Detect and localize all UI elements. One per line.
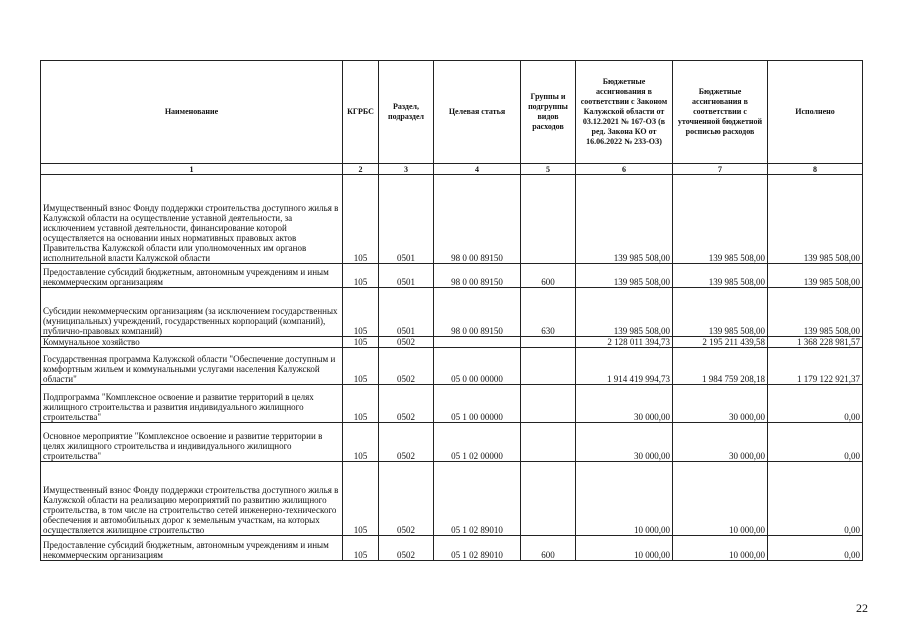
cell-name: Коммунальное хозяйство <box>41 337 343 348</box>
cell-target: 98 0 00 89150 <box>434 288 521 337</box>
page-number: 22 <box>856 601 868 615</box>
cell-target: 05 1 02 89010 <box>434 536 521 561</box>
col-number: 4 <box>434 164 521 175</box>
table-row <box>41 288 863 337</box>
cell-executed: 0,00 <box>768 385 863 423</box>
cell-section: 0502 <box>379 337 434 348</box>
col-number: 1 <box>41 164 343 175</box>
cell-name: Основное мероприятие "Комплексное освоение и развитие территории в целях жилищного строительства и индивидуального жилищного строительства" <box>41 423 343 462</box>
cell-target: 98 0 00 89150 <box>434 264 521 288</box>
cell-section: 0502 <box>379 423 434 462</box>
col-number: 5 <box>521 164 576 175</box>
table-row <box>41 348 863 385</box>
cell-section: 0502 <box>379 385 434 423</box>
cell-kgrbs: 105 <box>343 462 379 536</box>
cell-target: 98 0 00 89150 <box>434 175 521 264</box>
cell-group: 630 <box>521 288 576 337</box>
cell-executed: 139 985 508,00 <box>768 288 863 337</box>
cell-target <box>434 337 521 348</box>
cell-kgrbs: 105 <box>343 288 379 337</box>
cell-section: 0502 <box>379 536 434 561</box>
col-header-executed: Исполнено <box>768 61 863 164</box>
column-number-row <box>41 164 863 175</box>
table-row <box>41 337 863 348</box>
cell-law: 2 128 011 394,73 <box>576 337 673 348</box>
cell-kgrbs: 105 <box>343 385 379 423</box>
cell-kgrbs: 105 <box>343 175 379 264</box>
cell-group <box>521 385 576 423</box>
cell-refined: 30 000,00 <box>673 423 768 462</box>
table-row <box>41 264 863 288</box>
cell-law: 1 914 419 994,73 <box>576 348 673 385</box>
cell-kgrbs: 105 <box>343 337 379 348</box>
table-row <box>41 536 863 561</box>
cell-kgrbs: 105 <box>343 348 379 385</box>
table-body <box>41 175 863 561</box>
cell-law: 139 985 508,00 <box>576 264 673 288</box>
cell-name: Предоставление субсидий бюджетным, автономным учреждениям и иным некоммерческим организациям <box>41 264 343 288</box>
cell-refined: 30 000,00 <box>673 385 768 423</box>
cell-refined: 139 985 508,00 <box>673 264 768 288</box>
col-header-refined: Бюджетные ассигнования в соответствии с уточненной бюджетной росписью расходов <box>673 61 768 164</box>
table-row <box>41 423 863 462</box>
cell-refined: 139 985 508,00 <box>673 175 768 264</box>
cell-group <box>521 175 576 264</box>
col-header-law: Бюджетные ассигнования в соответствии с Законом Калужской области от 03.12.2021 № 167-ОЗ (в ред. Закона КО от 16.06.2022 № 233-ОЗ) <box>576 61 673 164</box>
col-number: 2 <box>343 164 379 175</box>
cell-refined: 10 000,00 <box>673 536 768 561</box>
cell-law: 139 985 508,00 <box>576 288 673 337</box>
cell-executed: 0,00 <box>768 423 863 462</box>
col-header-group: Группы и подгруппы видов расходов <box>521 61 576 164</box>
cell-law: 139 985 508,00 <box>576 175 673 264</box>
cell-name: Субсидии некоммерческим организациям (за исключением государственных (муниципальных) учреждений, государственных корпораций (компаний), публично-правовых компаний) <box>41 288 343 337</box>
table-row <box>41 175 863 264</box>
cell-executed: 0,00 <box>768 462 863 536</box>
header-row <box>41 61 863 164</box>
cell-executed: 139 985 508,00 <box>768 175 863 264</box>
cell-kgrbs: 105 <box>343 264 379 288</box>
cell-law: 30 000,00 <box>576 423 673 462</box>
cell-section: 0502 <box>379 462 434 536</box>
cell-target: 05 0 00 00000 <box>434 348 521 385</box>
cell-group <box>521 337 576 348</box>
cell-group: 600 <box>521 264 576 288</box>
cell-refined: 10 000,00 <box>673 462 768 536</box>
cell-law: 10 000,00 <box>576 462 673 536</box>
col-header-kgrbs: КГРБС <box>343 61 379 164</box>
cell-kgrbs: 105 <box>343 423 379 462</box>
cell-executed: 0,00 <box>768 536 863 561</box>
cell-target: 05 1 02 89010 <box>434 462 521 536</box>
cell-name: Подпрограмма "Комплексное освоение и развитие территорий в целях жилищного строительства и развития индивидуального жилищного строительства" <box>41 385 343 423</box>
cell-section: 0501 <box>379 175 434 264</box>
cell-target: 05 1 00 00000 <box>434 385 521 423</box>
cell-law: 30 000,00 <box>576 385 673 423</box>
col-number: 3 <box>379 164 434 175</box>
cell-section: 0501 <box>379 264 434 288</box>
col-number: 7 <box>673 164 768 175</box>
col-header-target: Целевая статья <box>434 61 521 164</box>
cell-refined: 1 984 759 208,18 <box>673 348 768 385</box>
cell-group: 600 <box>521 536 576 561</box>
cell-refined: 2 195 211 439,58 <box>673 337 768 348</box>
cell-section: 0502 <box>379 348 434 385</box>
col-number: 6 <box>576 164 673 175</box>
cell-executed: 1 179 122 921,37 <box>768 348 863 385</box>
cell-target: 05 1 02 00000 <box>434 423 521 462</box>
cell-refined: 139 985 508,00 <box>673 288 768 337</box>
cell-section: 0501 <box>379 288 434 337</box>
table-row <box>41 462 863 536</box>
cell-name: Имущественный взнос Фонду поддержки строительства доступного жилья в Калужской области на осуществление уставной деятельности, за исключением уставной деятельности, финансирование которой осуществляется на основании иных нормативных правовых актов Правительства Калужской области или уполномоченных им органов исполнительной власти Калужской области <box>41 175 343 264</box>
col-number: 8 <box>768 164 863 175</box>
cell-group <box>521 348 576 385</box>
cell-executed: 1 368 228 981,57 <box>768 337 863 348</box>
cell-name: Имущественный взнос Фонду поддержки строительства доступного жилья в Калужской области на реализацию мероприятий по развитию жилищного строительства, в том числе на строительство сетей инженерно-технического обеспечения и автомобильных дорог к земельным участкам, на которых осуществляется жилищное строительство <box>41 462 343 536</box>
cell-group <box>521 423 576 462</box>
cell-group <box>521 462 576 536</box>
cell-name: Предоставление субсидий бюджетным, автономным учреждениям и иным некоммерческим организациям <box>41 536 343 561</box>
col-header-section: Раздел, подраздел <box>379 61 434 164</box>
table-row <box>41 385 863 423</box>
cell-kgrbs: 105 <box>343 536 379 561</box>
col-header-name: Наименование <box>41 61 343 164</box>
budget-table <box>40 60 863 561</box>
cell-name: Государственная программа Калужской области "Обеспечение доступным и комфортным жильем и коммунальными услугами населения Калужской области" <box>41 348 343 385</box>
cell-executed: 139 985 508,00 <box>768 264 863 288</box>
cell-law: 10 000,00 <box>576 536 673 561</box>
